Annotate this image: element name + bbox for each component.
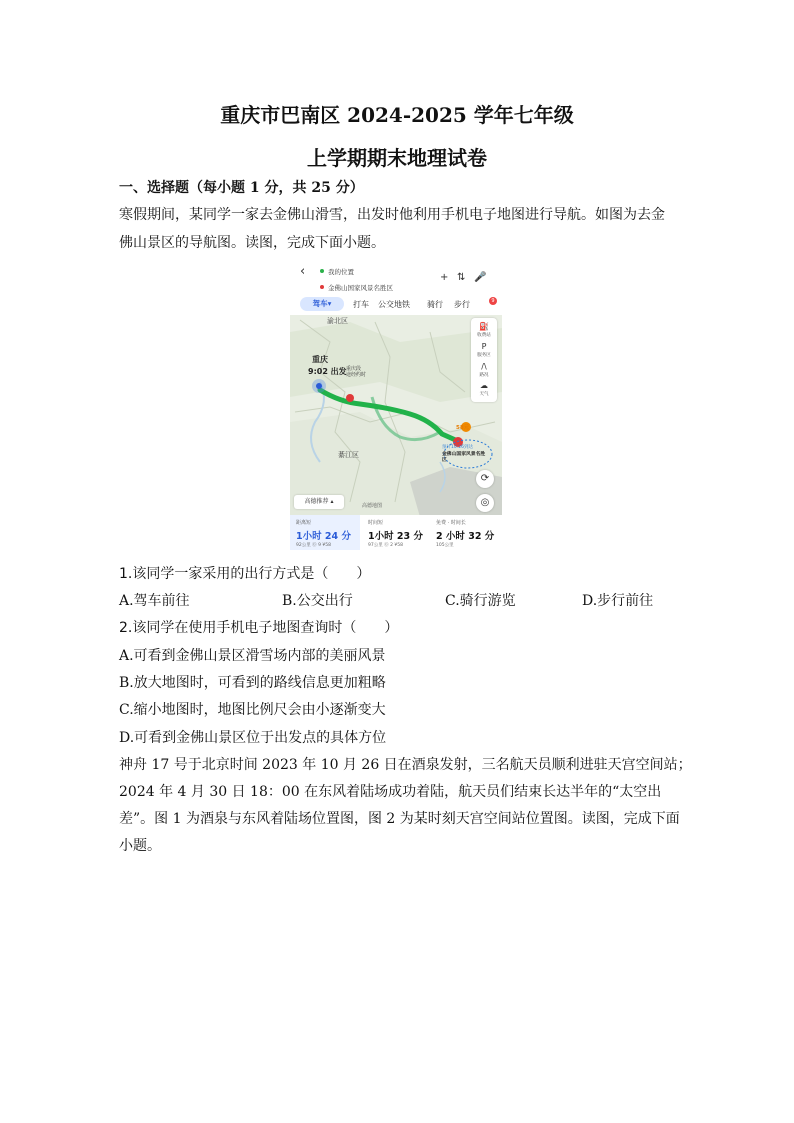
passage2-line4: 小题。 <box>119 838 161 854</box>
arrival-time: 预计10:26到达 <box>442 445 473 450</box>
departure-time: 9:02 出发 <box>308 367 347 376</box>
route-1-detail: 92公里 ⓪ 9 ¥58 <box>296 543 331 548</box>
service-area-label: 服务区 <box>477 353 491 358</box>
swap-icon[interactable]: ⇅ <box>457 272 466 283</box>
passage2-line2: 2024 年 4 月 30 日 18：00 在东风着陆场成功着陆，航天员们结束长达半年的“太空出 <box>119 784 662 800</box>
q1-option-b: B.公交出行 <box>282 593 353 609</box>
map-brand-label: 高德地图 <box>362 503 383 509</box>
traffic-icon[interactable]: /\ <box>481 362 487 371</box>
destination-field[interactable]: 金佛山国家风景名胜区 <box>328 284 393 292</box>
q2-option-c: C.缩小地图时，地图比例尺会由小逐渐变大 <box>119 702 386 718</box>
question-2-stem: 2.该同学在使用手机电子地图查询时（ ） <box>119 620 399 636</box>
departure-road-note: 途经约时 <box>346 372 367 378</box>
tab-taxi[interactable]: 打车 <box>353 300 369 309</box>
toll-station-icon[interactable]: ⛽ <box>479 322 489 331</box>
map-label-destination: 金佛山国家风景名胜区 <box>442 452 486 463</box>
passage1-line2: 佛山景区的导航图。读图，完成下面小题。 <box>119 235 385 251</box>
route-2-duration: 1小时 23 分 <box>368 531 423 542</box>
map-label-qijiang: 綦江区 <box>338 451 359 459</box>
route-3-duration: 2 小时 32 分 <box>436 531 495 542</box>
recommend-dropdown[interactable]: 高德推荐 ▴ <box>294 495 344 509</box>
route-2-detail: 97公里 ⓪ 2 ¥58 <box>368 543 403 548</box>
departure-road-name: 重庆段 <box>346 366 362 372</box>
q1-option-d: D.步行前往 <box>582 593 654 609</box>
rotate-icon[interactable]: ⟳ <box>476 470 494 488</box>
weather-icon[interactable]: ☁ <box>480 381 488 390</box>
tab-drive[interactable]: 驾车▾ <box>300 297 344 311</box>
service-area-icon[interactable]: P <box>481 342 487 351</box>
navigation-map-image <box>290 262 502 550</box>
origin-dot-icon <box>320 269 324 273</box>
destination-dot-icon <box>320 285 324 289</box>
passage2-line3: 差”。图 1 为酒泉与东风着陆场位置图，图 2 为某时刻天宫空间站位置图。读图，完成下面 <box>119 811 680 827</box>
route-3-detail: 105公里 <box>436 543 454 548</box>
locate-icon[interactable]: ◎ <box>476 494 494 512</box>
toll-station-label: 收费站 <box>477 333 491 338</box>
tab-transit[interactable]: 公交地铁 <box>378 300 410 309</box>
departure-road <box>346 366 366 378</box>
mic-icon[interactable]: 🎤 <box>474 272 487 283</box>
map-label-chongqing: 重庆 <box>312 355 328 364</box>
q1-option-c: C.骑行游览 <box>445 593 516 609</box>
traffic-label: 路况 <box>479 373 489 378</box>
notification-badge: 9 <box>489 297 497 305</box>
q2-option-a: A.可看到金佛山景区滑雪场内部的美丽风景 <box>119 648 386 664</box>
route-options <box>290 515 502 550</box>
map-label-yubei: 渝北区 <box>327 317 348 325</box>
route-1-duration: 1小时 24 分 <box>296 531 351 542</box>
origin-field[interactable]: 我的位置 <box>328 268 354 276</box>
map-side-toolbar <box>471 318 497 402</box>
passage2-line1: 神舟 17 号于北京时间 2023 年 10 月 26 日在酒泉发射，三名航天员顺利进驻天宫空间站； <box>119 757 692 773</box>
tab-bike[interactable]: 骑行 <box>427 300 443 309</box>
travel-mode-tabs <box>290 295 502 315</box>
route-2-caption: 时间短 <box>368 520 384 526</box>
q2-option-b: B.放大地图时，可看到的路线信息更加粗略 <box>119 675 386 691</box>
tab-walk[interactable]: 步行 <box>454 300 470 309</box>
exam-title-line1: 重庆市巴南区 2024-2025 学年七年级 <box>220 103 574 127</box>
q1-option-a: A.驾车前往 <box>119 593 190 609</box>
section-heading: 一、选择题（每小题 1 分，共 25 分） <box>119 180 364 196</box>
question-1-stem: 1.该同学一家采用的出行方式是（ ） <box>119 566 371 582</box>
q2-option-d: D.可看到金佛山景区位于出发点的具体方位 <box>119 730 387 746</box>
route-3-caption: 免费 · 时间长 <box>436 520 466 526</box>
route-option-1[interactable] <box>290 515 360 550</box>
back-icon[interactable]: ‹ <box>300 264 306 279</box>
weather-label: 天气 <box>479 392 489 397</box>
toll-price: 58元 <box>456 425 470 431</box>
route-1-caption: 距离短 <box>296 520 312 526</box>
passage1-line1: 寒假期间，某同学一家去金佛山滑雪，出发时他利用手机电子地图进行导航。如图为去金 <box>119 207 665 223</box>
exam-title-line2: 上学期期末地理试卷 <box>307 146 487 170</box>
add-stop-icon[interactable]: + <box>440 272 449 283</box>
